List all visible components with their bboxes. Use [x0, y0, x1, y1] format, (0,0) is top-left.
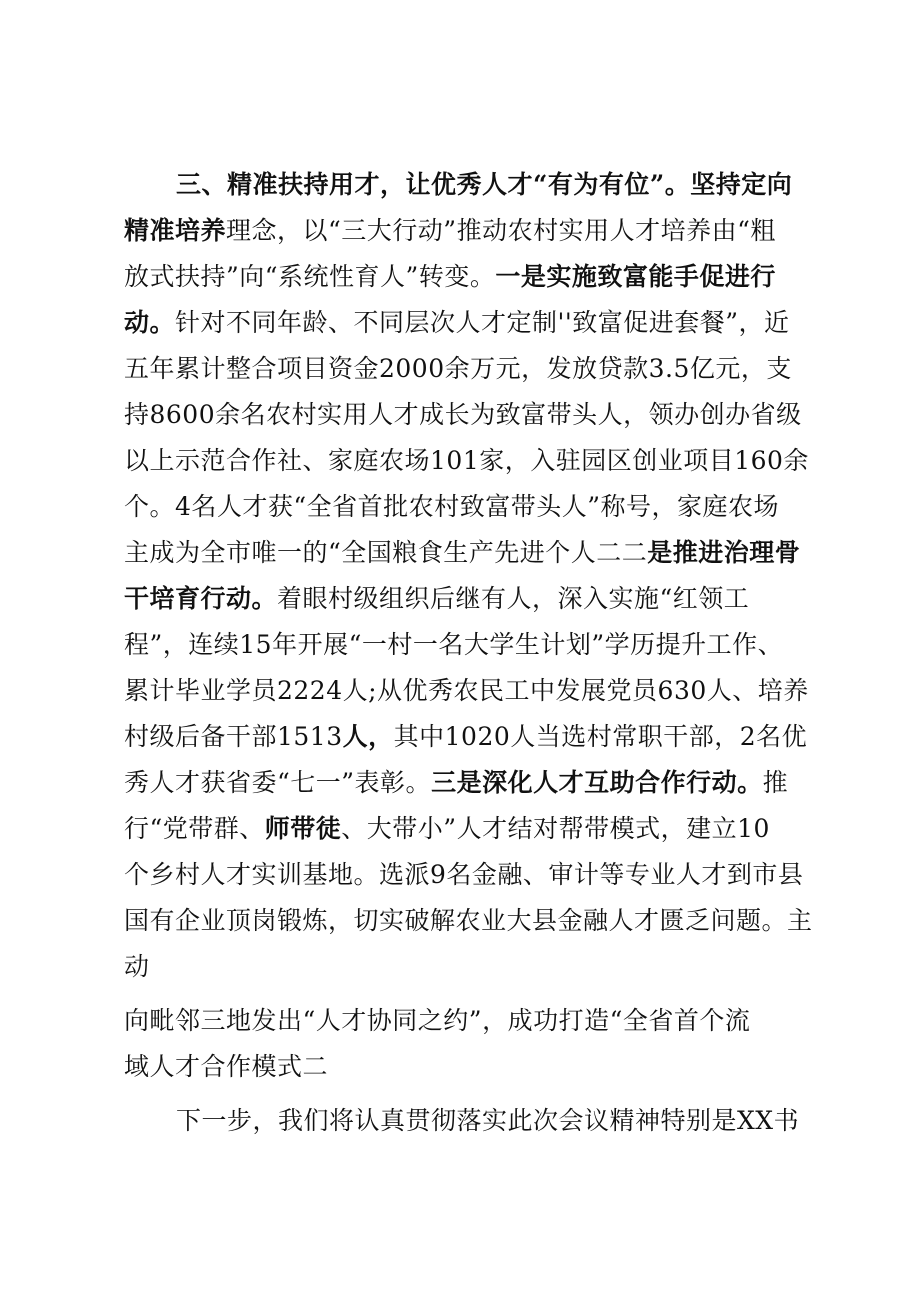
bold-text-run: 一是实施致富能手促进行	[495, 262, 776, 291]
text-line	[124, 952, 150, 982]
text-run: 行“党带群、	[124, 814, 265, 843]
text-run: 程”，连续15年开展“一村一名大学生计划”学历提升工作、	[124, 630, 784, 659]
text-run: 向毗邻三地发出“人才协同之约”，成功打造“全省首个流	[124, 1006, 751, 1035]
text-line	[124, 1052, 328, 1082]
bold-text-run: 精准培养	[124, 216, 227, 245]
text-run: 五年累计整合项目资金2000余万元，发放贷款3.5亿元，支	[124, 354, 792, 383]
text-line	[124, 584, 749, 614]
bold-text-run: 三是深化人才互助合作行动。	[431, 768, 763, 797]
text-run: 、大带小”人才结对帮带模式，建立10	[341, 814, 770, 843]
text-line	[176, 170, 792, 200]
text-run: 以上示范合作社、家庭农场101家，入驻园区创业项目160余	[124, 446, 809, 475]
text-run: 其中1020人当选村常职干部，2名优	[393, 722, 808, 751]
text-line	[124, 814, 770, 844]
text-line	[124, 768, 788, 798]
text-line	[124, 216, 776, 246]
text-line	[124, 354, 792, 384]
text-line	[176, 1106, 799, 1136]
text-line	[124, 308, 790, 338]
text-line	[124, 538, 800, 568]
text-run: 个乡村人才实训基地。选派9名金融、审计等专业人才到市县	[124, 860, 804, 889]
text-run: 累计毕业学员2224人;从优秀农民工中发展党员630人、培养	[124, 676, 809, 705]
text-run: 针对不同年龄、不同层次人才定制''致富促进套餐”，近	[175, 308, 790, 337]
text-run: 放式扶持”向“系统性育人”转变。	[124, 262, 496, 291]
text-run: 推	[762, 768, 789, 797]
text-run: 个。4名人才获“全省首批农村致富带头人”称号，家庭农场	[124, 492, 779, 521]
text-line	[124, 676, 809, 706]
text-line	[124, 492, 779, 522]
text-line	[124, 262, 776, 292]
text-run: 着眼村级组织后继有人，深入实施“红领工	[277, 584, 750, 613]
text-run: 国有企业顶岗锻炼，切实破解农业大县金融人才匮乏问题。主	[124, 906, 813, 935]
text-line	[124, 1006, 750, 1036]
bold-text-run: 动。	[124, 308, 176, 337]
text-line	[124, 860, 803, 890]
bold-text-run: 是推进治理骨	[647, 538, 801, 567]
text-line	[124, 906, 813, 936]
bold-text-run: 三、精准扶持用才，让优秀人才“有为有位”。坚持定向	[176, 170, 793, 199]
text-run: 主成为全市唯一的“全国粮食生产先进个人二二	[124, 538, 648, 567]
text-run: 村级后备干部1513	[124, 722, 343, 751]
text-line	[124, 400, 802, 430]
bold-text-run: 人，	[342, 722, 394, 751]
bold-text-run: 干培育行动。	[124, 584, 278, 613]
text-run: 域人才合作模式二	[124, 1052, 329, 1081]
text-run: 秀人才获省委“七一”表彰。	[124, 768, 432, 797]
text-run: 理念，以“三大行动”推动农村实用人才培养由“粗	[226, 216, 776, 245]
text-line	[124, 446, 809, 476]
bold-text-run: 师带徒	[264, 814, 342, 843]
text-run: 持8600余名农村实用人才成长为致富带头人，领办创办省级	[124, 400, 802, 429]
text-run: 动	[124, 952, 150, 981]
text-run: 下一步，我们将认真贯彻落实此次会议精神特别是XX书	[176, 1106, 800, 1135]
text-line	[124, 722, 807, 752]
text-line	[124, 630, 783, 660]
